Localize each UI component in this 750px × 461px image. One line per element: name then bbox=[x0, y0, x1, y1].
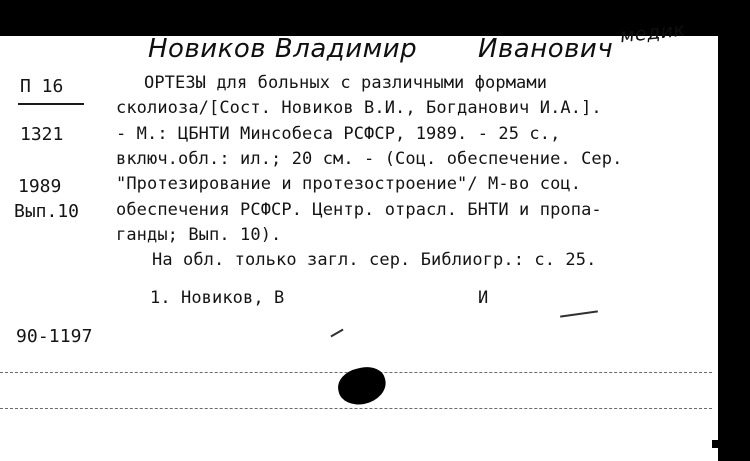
tracing-entry: 1. Новиков, В bbox=[150, 288, 285, 308]
pencil-mark bbox=[560, 310, 598, 317]
side-year: 1989 bbox=[18, 176, 62, 197]
entry-line-2: сколиоза/[Сост. Новиков В.И., Богданович И.А.]. bbox=[116, 98, 602, 118]
tracing-initial: И bbox=[478, 288, 489, 308]
pencil-mark bbox=[330, 329, 343, 338]
entry-line-1: ОРТЕЗЫ для больных с различными формами bbox=[144, 73, 548, 93]
entry-line-4: включ.обл.: ил.; 20 см. - (Соц. обеспечение. Сер. bbox=[116, 149, 623, 169]
entry-line-7: ганды; Вып. 10). bbox=[116, 225, 282, 245]
class-code-rule bbox=[18, 103, 84, 105]
shelf-code: 1321 bbox=[20, 124, 64, 145]
side-issue: Вып.10 bbox=[14, 201, 80, 222]
entry-line-5: "Протезирование и протезостроение"/ М-во соц. bbox=[116, 174, 582, 194]
scan-border-mark bbox=[712, 440, 750, 448]
printed-rule bbox=[0, 408, 712, 409]
class-code: П 16 bbox=[20, 76, 64, 97]
entry-line-6: обеспечения РСФСР. Центр. отрасл. БНТИ и пропа- bbox=[116, 200, 602, 220]
entry-note: На обл. только загл. сер. Библиогр.: с. 25. bbox=[152, 250, 597, 270]
ink-blot bbox=[335, 363, 389, 408]
accession-number: 90-1197 bbox=[16, 326, 93, 347]
handwritten-note: медик bbox=[619, 18, 687, 48]
handwritten-name: Новиков Владимир bbox=[148, 34, 418, 64]
entry-line-3: - М.: ЦБНТИ Минсобеса РСФСР, 1989. - 25 с., bbox=[116, 124, 561, 144]
scan-border-right bbox=[718, 0, 750, 461]
handwritten-patronymic: Иванович bbox=[478, 34, 614, 64]
